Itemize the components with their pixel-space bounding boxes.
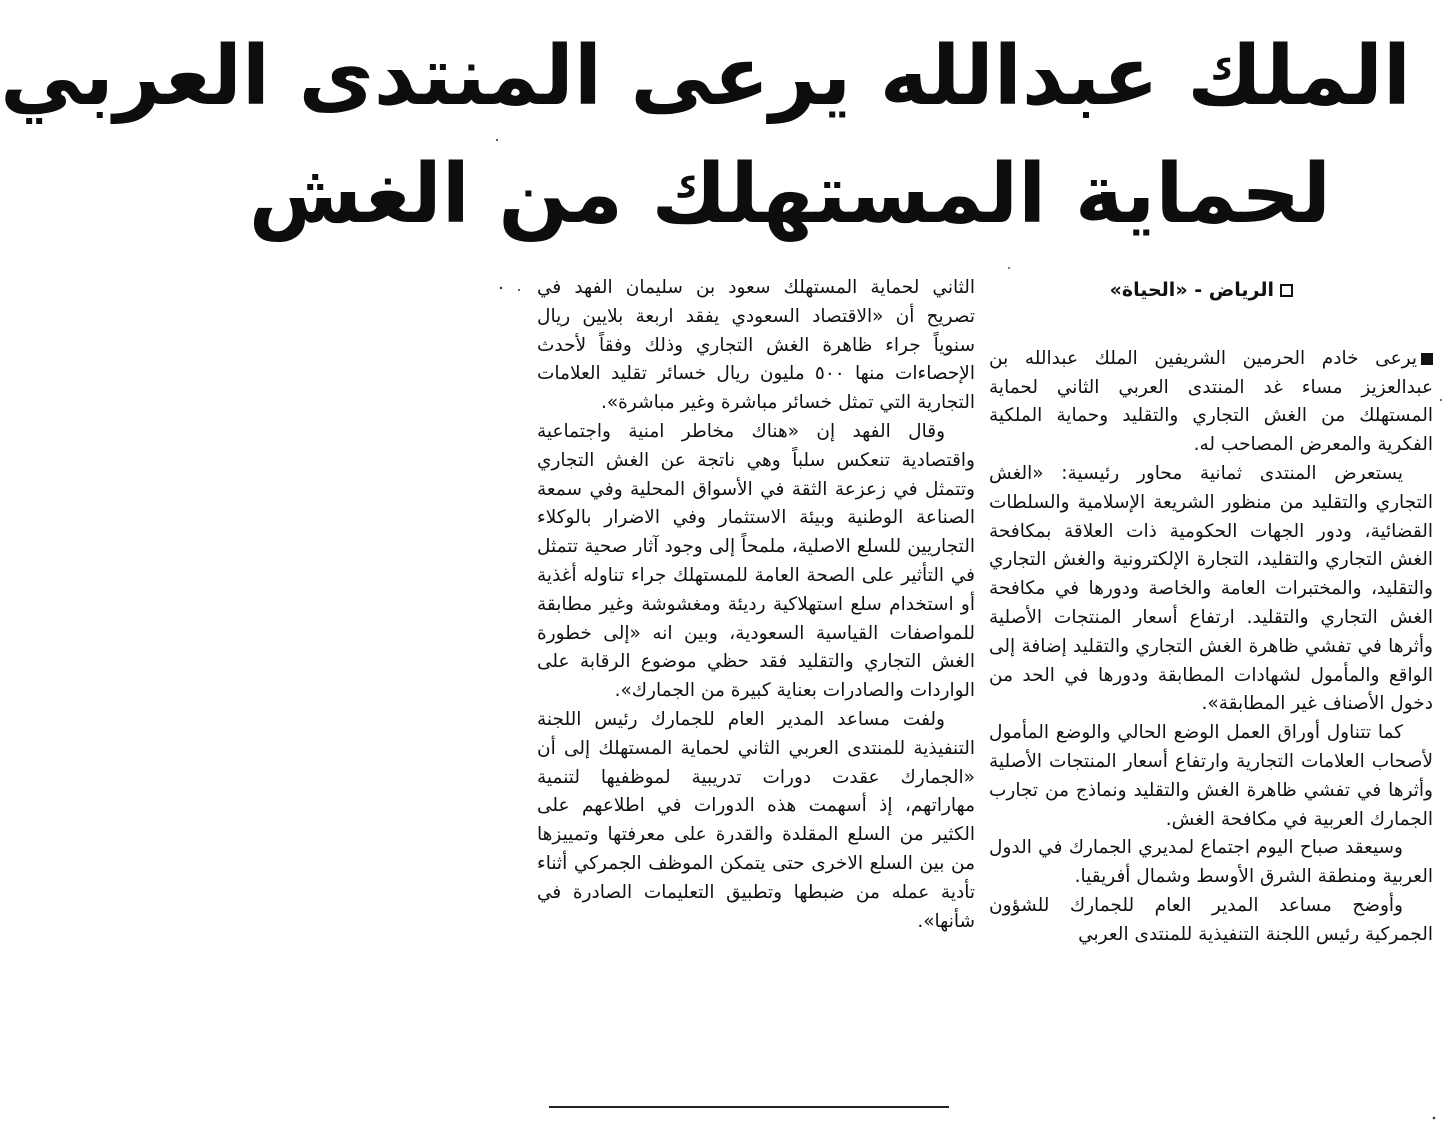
article-column-right — [989, 276, 1433, 950]
headline-line-1: الملك عبدالله يرعى المنتدى العربي — [0, 29, 1411, 124]
bullet-square-icon — [1421, 353, 1433, 365]
paragraph: ولفت مساعد المدير العام للجمارك رئيس اللجنة التنفيذية للمنتدى العربي الثاني لحماية المستهلك إلى أن «الجمارك عقدت دورات تدريبية لموظفيها لتنمية مهاراتهم، إذ أسهمت هذه الدورات في اطلاعهم على الكثير من السلع المقلدة والقدرة على معرفتها وتمييزها من بين السلع الاخرى حتى يتمكن الموظف الجمركي أثناء تأدية عمله من ضبطها وتطبيق التعليمات الصادرة في شأنها». — [537, 708, 975, 932]
paragraph: وأوضح مساعد المدير العام للجمارك للشؤون الجمركية رئيس اللجنة التنفيذية للمنتدى العربي — [989, 894, 1433, 945]
paragraph: وقال الفهد إن «هناك مخاطر امنية واجتماعية واقتصادية تنعكس سلباً وهي ناتجة عن الغش التجاري وتتمثل في زعزعة الثقة في الأسواق المحلية وفي سمعة الصناعة الوطنية وبيئة الاستثمار وفي الاضرار بالوكلاء التجاريين للسلع الاصلية، ملمحاً إلى وجود آثار صحية تتمثل في التأثير على الصحة العامة للمستهلك جراء تناوله أغذية أو استخدام سلع استهلاكية رديئة ومغشوشة وغير مطابقة للمواصفات القياسية السعودية، وبين انه «إلى خطورة الغش التجاري والتقليد فقد حظي موضوع الرقابة على الواردات والصادرات بعناية كبيرة من الجمارك». — [537, 420, 975, 702]
paragraph: وسيعقد صباح اليوم اجتماع لمديري الجمارك في الدول العربية ومنطقة الشرق الأوسط وشمال أفريقيا. — [989, 837, 1433, 888]
paragraph — [989, 345, 1433, 460]
dateline — [989, 276, 1433, 305]
paragraph: الثاني لحماية المستهلك سعود بن سليمان الفهد في تصريح أن «الاقتصاد السعودي يفقد اربعة بلايين ريال سنوياً جراء ظاهرة الغش التجاري وذلك وفقاً لأحدث الإحصاءات منها ٥٠٠ مليون ريال خسائر تقليد العلامات التجارية التي تمثل خسائر مباشرة وغير مباشرة». — [537, 277, 976, 414]
paragraph: يستعرض المنتدى ثمانية محاور رئيسية: «الغش التجاري والتقليد من منظور الشريعة الإسلامية والسلطات القضائية، ودور الجهات الحكومية ذات العلاقة بمكافحة الغش التجاري والتقليد، التجارة الإلكترونية والغش التجاري والتقليد، والمختبرات العامة والخاصة ودورها في مكافحة الغش التجاري والتقليد. ارتفاع أسعار المنتجات الأصلية وأثرها في تفشي ظاهرة الغش التجاري والتقليد إضافة إلى الواقع والمأمول لشهادات المطابقة ودورها في الحد من دخول الأصناف غير المطابقة». — [989, 462, 1433, 715]
headline-line-2: لحماية المستهلك من الغش — [248, 147, 1331, 242]
square-box-icon — [1280, 284, 1293, 297]
article-column-left — [537, 274, 975, 936]
paragraph: كما تتناول أوراق العمل الوضع الحالي والوضع المأمول لأصحاب العلامات التجارية وارتفاع أسعار المنتجات الأصلية وأثرها في تفشي ظاهرة الغش والتقليد ونماذج من تجارب الجمارك العربية في مكافحة الغش. — [989, 722, 1433, 830]
bottom-divider — [549, 1106, 949, 1108]
paragraph-text: يرعى خادم الحرمين الشريفين الملك عبدالله بن عبدالعزيز مساء غد المنتدى العربي الثاني لحماية المستهلك من الغش التجاري والتقليد وحماية الملكية الفكرية والمعرض المصاحب له. — [989, 347, 1433, 456]
dateline-text: الرياض - «الحياة» — [1109, 279, 1274, 301]
